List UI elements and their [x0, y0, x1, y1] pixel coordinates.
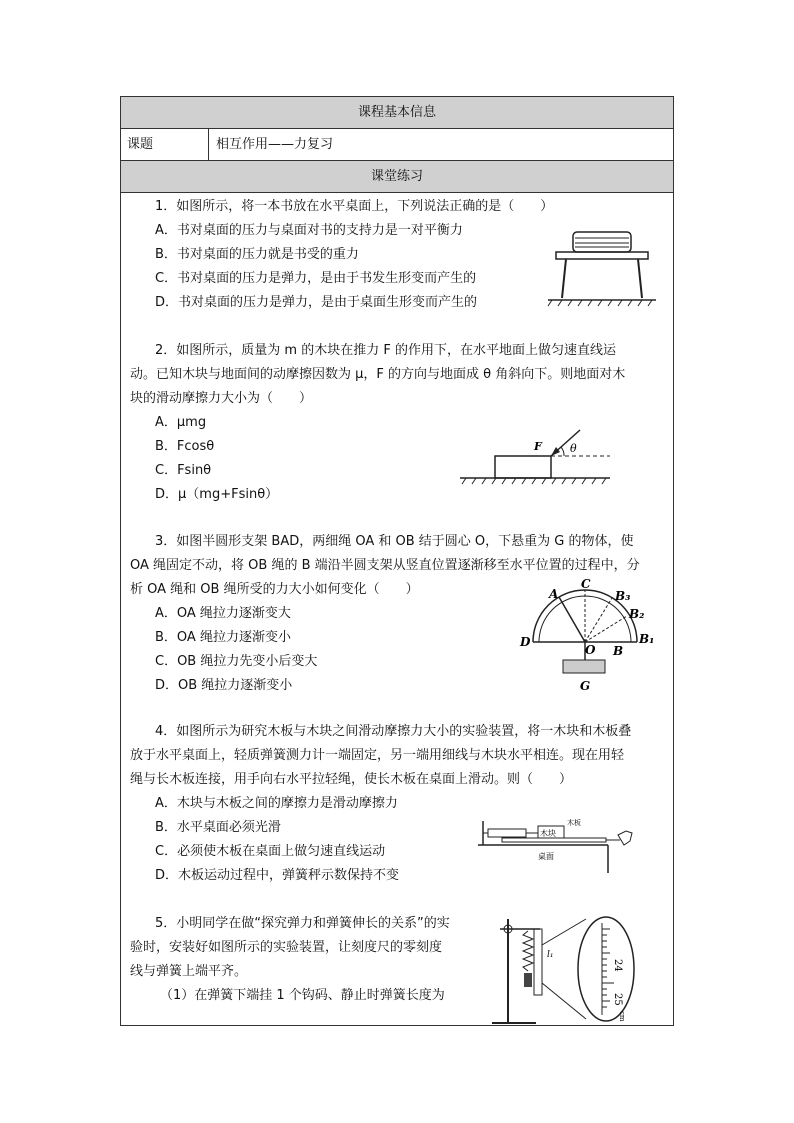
q4-option-a: A．木块与木板之间的摩擦力是滑动摩擦力: [155, 796, 398, 811]
q3-line2: OA 绳固定不动，将 OB 绳的 B 端沿半圆支架从竖直位置逐渐移至水平位置的过程中，分: [130, 558, 640, 573]
q3-option-b: B．OA 绳拉力逐渐变小: [155, 630, 291, 645]
svg-text:C: C: [581, 577, 591, 591]
svg-text:l₁: l₁: [547, 950, 554, 960]
q2-option-a: A．μmg: [155, 415, 207, 430]
q1-book-table-figure: [548, 226, 658, 306]
hand-icon: [618, 831, 632, 845]
q3-line1: 3．如图半圆形支架 BAD，两细绳 OA 和 OB 结于圆心 O，下悬重为 G 的物体，使: [155, 534, 634, 549]
long-board: [502, 838, 606, 842]
q2-option-c: C．Fsinθ: [155, 463, 212, 478]
q5-line2: 验时，安装好如图所示的实验装置，让刻度尺的零刻度: [130, 940, 443, 955]
table-top: [556, 252, 648, 259]
q1-option-d: D．书对桌面的压力是弹力，是由于桌面生形变而产生的: [155, 295, 478, 310]
q3-option-a: A．OA 绳拉力逐渐变大: [155, 606, 291, 621]
q1-stem: 1．如图所示，将一本书放在水平桌面上，下列说法正确的是（ ）: [155, 199, 554, 214]
ruler: [534, 929, 542, 995]
q3-line3: 析 OA 绳和 OB 绳所受的力大小如何变化（ ）: [130, 582, 419, 597]
header-basic-info: 课程基本信息: [121, 97, 673, 129]
q4-option-c: C．必须使木板在桌面上做匀速直线运动: [155, 844, 386, 859]
q3-option-d: D．OB 绳拉力逐渐变小: [155, 678, 293, 693]
q4-line3: 绳与长木板连接，用手向右水平拉轻绳，使长木板在桌面上滑动。则（ ）: [130, 772, 573, 787]
topic-row: [121, 129, 673, 161]
topic-label: 课题: [121, 129, 209, 160]
wood-block: [495, 456, 551, 478]
q2-line1: 2．如图所示，质量为 m 的木块在推力 F 的作用下，在水平地面上做匀速直线运: [155, 343, 616, 358]
spring: [523, 931, 533, 971]
topic-value: 相互作用——力复习: [216, 137, 334, 152]
q1-option-c: C．书对桌面的压力是弹力，是由于书发生形变而产生的: [155, 271, 477, 286]
svg-text:木块: 木块: [540, 829, 556, 838]
q5-line4: （1）在弹簧下端挂 1 个钩码、静止时弹簧长度为: [160, 988, 445, 1003]
q3-option-c: C．OB 绳拉力先变小后变大: [155, 654, 318, 669]
q1-option-b: B．书对桌面的压力就是书受的重力: [155, 247, 359, 262]
svg-text:25: 25: [612, 993, 623, 1006]
svg-text:B₂: B₂: [629, 607, 645, 621]
q5-line3: 线与弹簧上端平齐。: [130, 964, 248, 979]
header-exercise: 课堂练习: [121, 161, 673, 193]
q4-line1: 4．如图所示为研究木板与木块之间滑动摩擦力大小的实验装置，将一木块和木板叠: [155, 724, 632, 739]
svg-text:G: G: [580, 679, 591, 693]
book: [573, 232, 631, 252]
svg-text:O: O: [585, 643, 596, 657]
q2-line2: 动。已知木块与地面间的动摩擦因数为 μ，F 的方向与地面成 θ 角斜向下。则地面对木: [130, 367, 626, 382]
angle-label: θ: [570, 442, 577, 455]
svg-text:D: D: [520, 635, 531, 649]
svg-text:24: 24: [612, 959, 623, 972]
magnified-view: [578, 917, 634, 1021]
svg-text:A: A: [549, 587, 559, 601]
svg-text:B₁: B₁: [639, 632, 655, 646]
q2-option-b: B．Fcosθ: [155, 439, 215, 454]
svg-text:B: B: [613, 644, 624, 658]
q1-option-a: A．书对桌面的压力与桌面对书的支持力是一对平衡力: [155, 223, 463, 238]
q2-line3: 块的滑动摩擦力大小为（ ）: [130, 391, 313, 406]
q4-option-b: B．水平桌面必须光滑: [155, 820, 281, 835]
svg-text:B₃: B₃: [615, 589, 631, 603]
q5-line1: 5．小明同学在做“探究弹力和弹簧伸长的关系”的实: [155, 916, 450, 931]
q4-line2: 放于水平桌面上，轻质弹簧测力计一端固定，另一端用细线与木块水平相连。现在用轻: [130, 748, 625, 763]
q3-semicircle-figure: [515, 577, 655, 695]
force-label: F: [534, 440, 542, 453]
q2-option-d: D．μ（mg+Fsinθ）: [155, 487, 279, 502]
weight-g: [563, 660, 605, 673]
q2-block-force-figure: [460, 420, 610, 492]
svg-text:cm: cm: [618, 1011, 626, 1022]
spring-scale: [488, 829, 526, 837]
q4-option-d: D．木板运动过程中，弹簧秤示数保持不变: [155, 868, 400, 883]
svg-text:木板: 木板: [567, 819, 581, 827]
q4-friction-apparatus-figure: [478, 815, 638, 877]
hook-weight: [524, 973, 532, 987]
svg-text:桌面: 桌面: [538, 852, 554, 861]
q5-spring-ruler-figure: [490, 915, 640, 1025]
